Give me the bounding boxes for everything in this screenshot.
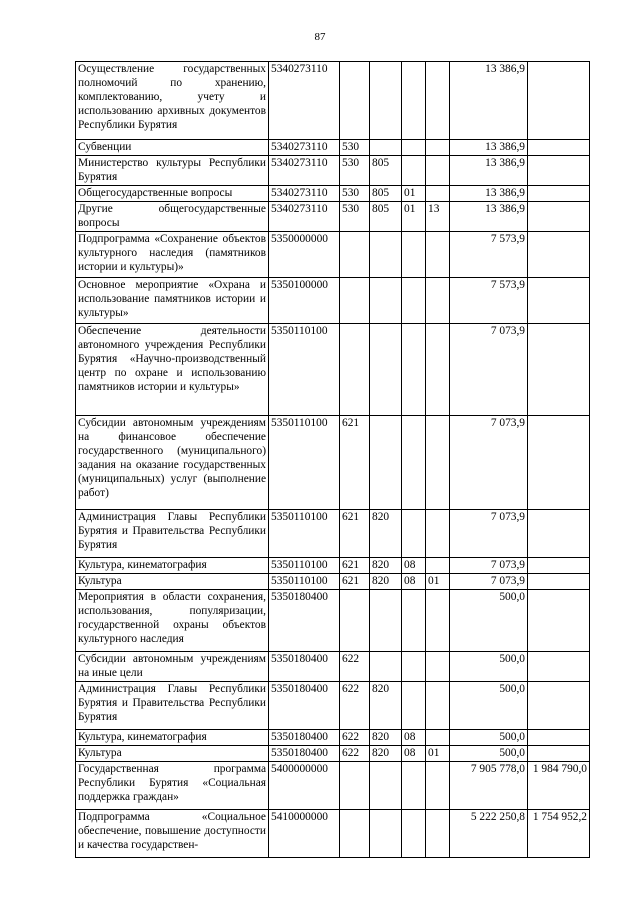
- table-row: [76, 762, 590, 810]
- row-vr: [340, 324, 370, 416]
- row-rz: [402, 416, 426, 510]
- row-pr: [426, 140, 450, 156]
- row-vr: [340, 810, 370, 858]
- row-vr: 622: [340, 652, 370, 682]
- row-sum-2: [528, 324, 590, 416]
- row-sum-2: [528, 416, 590, 510]
- row-sum-1: 500,0: [450, 730, 528, 746]
- row-name: Культура, кинематография: [76, 558, 269, 574]
- row-sum-2: [528, 558, 590, 574]
- row-code: 5340273110: [269, 140, 340, 156]
- row-sum-2: [528, 510, 590, 558]
- row-name: Другие общегосударственные вопросы: [76, 202, 269, 232]
- row-pr: [426, 156, 450, 186]
- row-sum-1: 7 073,9: [450, 574, 528, 590]
- row-grbs: 820: [370, 682, 402, 730]
- row-pr: [426, 730, 450, 746]
- row-pr: 01: [426, 574, 450, 590]
- row-pr: [426, 416, 450, 510]
- row-grbs: [370, 140, 402, 156]
- row-rz: 08: [402, 558, 426, 574]
- row-code: 5350180400: [269, 652, 340, 682]
- row-sum-1: 13 386,9: [450, 62, 528, 140]
- row-rz: [402, 278, 426, 324]
- row-rz: [402, 324, 426, 416]
- row-name: Субвенции: [76, 140, 269, 156]
- row-code: 5410000000: [269, 810, 340, 858]
- row-grbs: [370, 416, 402, 510]
- table-row: [76, 186, 590, 202]
- row-pr: [426, 762, 450, 810]
- row-code: 5350180400: [269, 682, 340, 730]
- table-row: [76, 558, 590, 574]
- row-pr: [426, 324, 450, 416]
- row-code: 5350100000: [269, 278, 340, 324]
- budget-table: [75, 61, 590, 858]
- row-rz: [402, 682, 426, 730]
- row-sum-1: 7 073,9: [450, 558, 528, 574]
- row-sum-1: 13 386,9: [450, 186, 528, 202]
- row-grbs: 805: [370, 156, 402, 186]
- table-row: [76, 652, 590, 682]
- row-code: 5340273110: [269, 202, 340, 232]
- row-sum-1: 500,0: [450, 682, 528, 730]
- row-name: Субсидии автономным учреждениям на иные цели: [76, 652, 269, 682]
- table-row: [76, 140, 590, 156]
- row-name: Подпрограмма «Сохранение объектов культурного наследия (памятников истории и культуры)»: [76, 232, 269, 278]
- row-vr: 530: [340, 202, 370, 232]
- row-name: Мероприятия в области сохранения, использования, популяризации, государственной охраны объектов культурного наследия: [76, 590, 269, 652]
- row-rz: 08: [402, 730, 426, 746]
- table-row: [76, 574, 590, 590]
- row-grbs: 805: [370, 186, 402, 202]
- row-sum-1: 7 073,9: [450, 416, 528, 510]
- table-row: [76, 202, 590, 232]
- row-grbs: 805: [370, 202, 402, 232]
- row-grbs: [370, 232, 402, 278]
- row-rz: [402, 652, 426, 682]
- row-code: 5400000000: [269, 762, 340, 810]
- row-name: Обеспечение деятельности автономного учреждения Республики Бурятия «Научно-производственный центр по охране и использованию памятников истории и культуры»: [76, 324, 269, 416]
- table-row: [76, 416, 590, 510]
- row-sum-2: [528, 62, 590, 140]
- row-sum-2: 1 754 952,2: [528, 810, 590, 858]
- row-pr: [426, 558, 450, 574]
- row-code: 5340273110: [269, 186, 340, 202]
- row-rz: 08: [402, 746, 426, 762]
- row-rz: 08: [402, 574, 426, 590]
- row-name: Основное мероприятие «Охрана и использование памятников истории и культуры»: [76, 278, 269, 324]
- row-code: 5350110100: [269, 510, 340, 558]
- row-vr: [340, 62, 370, 140]
- table-row: [76, 156, 590, 186]
- row-vr: 530: [340, 140, 370, 156]
- row-grbs: [370, 810, 402, 858]
- row-pr: [426, 652, 450, 682]
- row-rz: [402, 156, 426, 186]
- row-sum-1: 13 386,9: [450, 156, 528, 186]
- row-grbs: 820: [370, 558, 402, 574]
- row-pr: 13: [426, 202, 450, 232]
- row-grbs: [370, 278, 402, 324]
- row-rz: [402, 510, 426, 558]
- row-grbs: [370, 762, 402, 810]
- table-row: [76, 324, 590, 416]
- row-name: Администрация Главы Республики Бурятия и Правительства Республики Бурятия: [76, 682, 269, 730]
- table-row: [76, 510, 590, 558]
- row-grbs: 820: [370, 746, 402, 762]
- row-code: 5350110100: [269, 558, 340, 574]
- row-vr: [340, 232, 370, 278]
- row-sum-1: 7 073,9: [450, 324, 528, 416]
- row-vr: 622: [340, 746, 370, 762]
- row-sum-2: [528, 682, 590, 730]
- row-code: 5350180400: [269, 590, 340, 652]
- row-name: Культура: [76, 746, 269, 762]
- row-vr: 530: [340, 156, 370, 186]
- row-sum-1: 500,0: [450, 652, 528, 682]
- row-pr: [426, 510, 450, 558]
- row-grbs: 820: [370, 510, 402, 558]
- row-code: 5350110100: [269, 574, 340, 590]
- row-name: Культура: [76, 574, 269, 590]
- row-name: Министерство культуры Республики Бурятия: [76, 156, 269, 186]
- row-vr: [340, 590, 370, 652]
- row-grbs: 820: [370, 574, 402, 590]
- row-vr: 622: [340, 730, 370, 746]
- row-pr: 01: [426, 746, 450, 762]
- table-body: [76, 62, 590, 858]
- row-pr: [426, 810, 450, 858]
- row-sum-2: [528, 232, 590, 278]
- row-vr: 621: [340, 510, 370, 558]
- row-vr: 530: [340, 186, 370, 202]
- row-vr: [340, 278, 370, 324]
- row-sum-2: [528, 140, 590, 156]
- page-number: 87: [314, 31, 326, 43]
- row-rz: [402, 232, 426, 278]
- row-sum-2: [528, 730, 590, 746]
- row-name: Подпрограмма «Социальное обеспечение, повышение доступности и качества государствен-: [76, 810, 269, 858]
- row-sum-1: 7 905 778,0: [450, 762, 528, 810]
- row-rz: [402, 590, 426, 652]
- row-rz: [402, 762, 426, 810]
- row-pr: [426, 682, 450, 730]
- row-code: 5340273110: [269, 62, 340, 140]
- row-sum-1: 7 573,9: [450, 278, 528, 324]
- table-row: [76, 682, 590, 730]
- row-sum-2: [528, 278, 590, 324]
- row-name: Субсидии автономным учреждениям на финансовое обеспечение государственного (муниципального) задания на оказание государственных (муниципальных) услуг (выполнение работ): [76, 416, 269, 510]
- table-row: [76, 730, 590, 746]
- row-grbs: [370, 652, 402, 682]
- row-pr: [426, 62, 450, 140]
- row-pr: [426, 186, 450, 202]
- row-code: 5350180400: [269, 730, 340, 746]
- row-code: 5350000000: [269, 232, 340, 278]
- row-code: 5350110100: [269, 416, 340, 510]
- row-sum-2: [528, 746, 590, 762]
- table-row: [76, 278, 590, 324]
- table-row: [76, 62, 590, 140]
- row-pr: [426, 590, 450, 652]
- row-sum-1: 7 073,9: [450, 510, 528, 558]
- table-row: [76, 746, 590, 762]
- row-name: Государственная программа Республики Бурятия «Социальная поддержка граждан»: [76, 762, 269, 810]
- row-vr: 621: [340, 574, 370, 590]
- row-rz: 01: [402, 186, 426, 202]
- row-sum-1: 5 222 250,8: [450, 810, 528, 858]
- row-name: Общегосударственные вопросы: [76, 186, 269, 202]
- row-sum-2: [528, 202, 590, 232]
- row-grbs: 820: [370, 730, 402, 746]
- row-sum-1: 500,0: [450, 590, 528, 652]
- row-vr: 621: [340, 558, 370, 574]
- row-code: 5350180400: [269, 746, 340, 762]
- row-sum-2: [528, 652, 590, 682]
- row-vr: 622: [340, 682, 370, 730]
- table-row: [76, 232, 590, 278]
- row-pr: [426, 278, 450, 324]
- row-sum-1: 7 573,9: [450, 232, 528, 278]
- row-pr: [426, 232, 450, 278]
- row-rz: [402, 62, 426, 140]
- row-grbs: [370, 62, 402, 140]
- table-row: [76, 590, 590, 652]
- row-name: Администрация Главы Республики Бурятия и Правительства Республики Бурятия: [76, 510, 269, 558]
- row-grbs: [370, 324, 402, 416]
- row-grbs: [370, 590, 402, 652]
- row-sum-1: 13 386,9: [450, 140, 528, 156]
- row-rz: [402, 140, 426, 156]
- table-row: [76, 810, 590, 858]
- row-sum-2: [528, 590, 590, 652]
- row-sum-2: [528, 574, 590, 590]
- row-rz: [402, 810, 426, 858]
- row-vr: 621: [340, 416, 370, 510]
- row-sum-2: [528, 186, 590, 202]
- row-name: Культура, кинематография: [76, 730, 269, 746]
- row-code: 5350110100: [269, 324, 340, 416]
- row-code: 5340273110: [269, 156, 340, 186]
- row-vr: [340, 762, 370, 810]
- row-sum-1: 500,0: [450, 746, 528, 762]
- row-sum-2: 1 984 790,0: [528, 762, 590, 810]
- row-rz: 01: [402, 202, 426, 232]
- row-sum-2: [528, 156, 590, 186]
- row-sum-1: 13 386,9: [450, 202, 528, 232]
- row-name: Осуществление государственных полномочий по хранению, комплектованию, учету и использованию архивных документов Республики Бурятия: [76, 62, 269, 140]
